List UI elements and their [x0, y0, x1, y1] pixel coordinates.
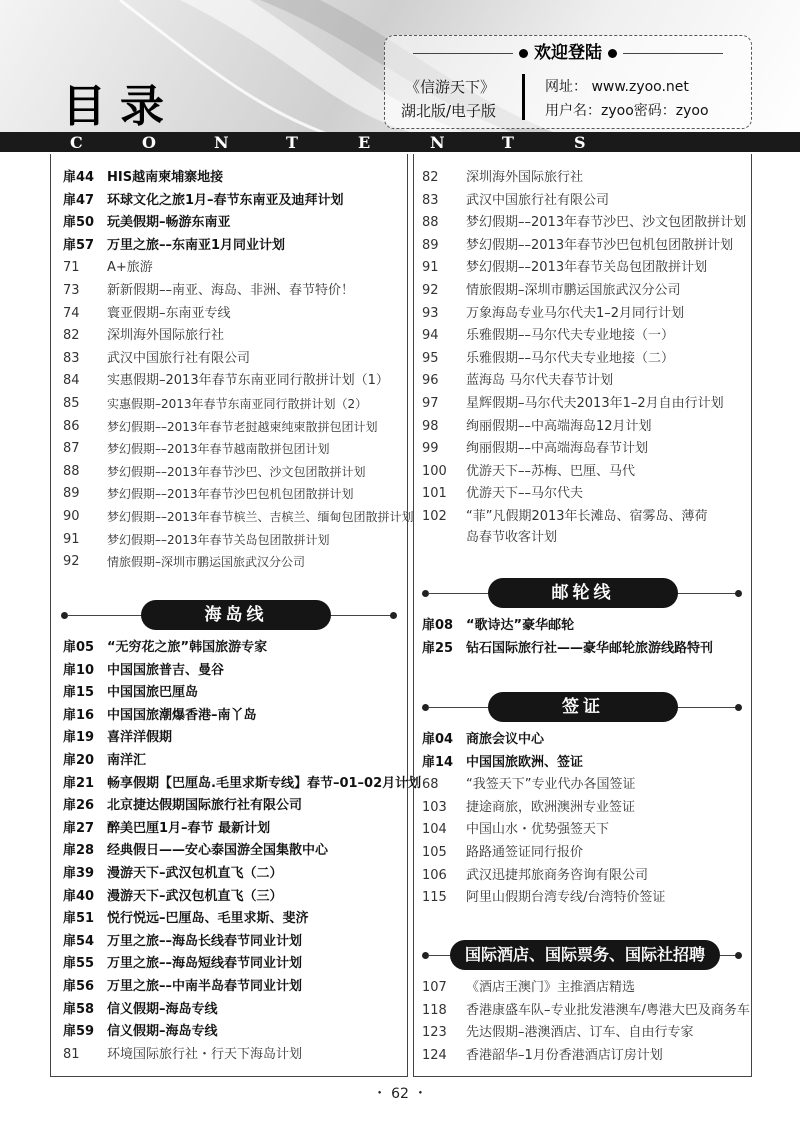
item-text: 星辉假期–马尔代夫2013年1–2月自由行计划: [466, 396, 724, 411]
item-page: 扉27: [63, 820, 95, 836]
item-page: 95: [422, 350, 439, 366]
item-text: A+旅游: [107, 260, 153, 276]
contents-bar: [0, 132, 800, 152]
item-page: 扉28: [63, 843, 95, 859]
item-page: 91: [422, 260, 439, 276]
section-title-visa: 签证: [488, 692, 678, 722]
item-page: 94: [422, 328, 439, 344]
item-page: 101: [422, 486, 447, 502]
item-page: 扉15: [63, 685, 95, 701]
item-page: 扉40: [63, 888, 95, 904]
item-text: 岛春节收客计划: [466, 530, 558, 545]
item-text: 中国国旅普吉、曼谷: [107, 662, 225, 678]
magazine-edition: 湖北版/电子版: [401, 102, 497, 120]
contents-letter: E: [358, 133, 371, 152]
item-page: 93: [422, 305, 439, 321]
item-page: 扉25: [422, 640, 454, 656]
item-text: 悦行悦远–巴厘岛、毛里求斯、斐济: [107, 911, 309, 927]
item-page: 105: [422, 845, 447, 860]
item-text: 漫游天下–武汉包机直飞（三）: [107, 888, 283, 904]
item-text: 商旅会议中心: [466, 732, 545, 747]
item-text: 《酒店王澳门》主推酒店精选: [466, 980, 636, 995]
item-text: 深圳海外国际旅行社: [107, 328, 225, 344]
item-text: 优游天下––马尔代夫: [466, 486, 584, 502]
item-text: 先达假期–港澳酒店、订车、自由行专家: [466, 1025, 694, 1041]
login-title-text: 欢迎登陆: [534, 43, 602, 63]
section-title-hotel: 国际酒店、国际票务、国际社招聘: [450, 940, 720, 970]
contents-letter: N: [430, 133, 445, 152]
item-page: 123: [422, 1025, 447, 1041]
item-text: 武汉中国旅行社有限公司: [466, 192, 610, 208]
item-text: 万里之旅––东南亚1月同业计划: [107, 237, 286, 253]
item-page: 86: [63, 418, 80, 434]
item-text: 玩美假期–畅游东南亚: [107, 215, 231, 231]
item-page: 88: [422, 215, 439, 231]
item-page: 扉26: [63, 798, 95, 814]
item-text: 梦幻假期––2013年春节沙巴包机包团散拼计划: [466, 237, 734, 253]
item-text: 中国国旅潮爆香港–南丫岛: [107, 707, 257, 723]
bullet-icon: [519, 49, 528, 58]
item-page: 100: [422, 463, 447, 479]
item-page: 扉05: [63, 640, 95, 655]
section-header-visa: [422, 692, 742, 722]
section-header-cruise: [422, 578, 742, 608]
item-page: 107: [422, 980, 447, 995]
divider: [623, 53, 723, 54]
contents-letter: S: [574, 133, 586, 152]
bullet-icon: [608, 49, 617, 58]
item-text: 万里之旅––中南半岛春节同业计划: [107, 979, 303, 994]
item-page: 扉08: [422, 618, 454, 633]
divider: [413, 53, 513, 54]
contents-letter: T: [502, 133, 514, 152]
item-text: 畅享假期【巴厘岛.毛里求斯专线】春节–01–02月计划: [107, 775, 422, 791]
item-text: 实惠假期–2013年春节东南亚同行散拼计划（2）: [107, 397, 368, 411]
item-text: 中国山水・优势强签天下: [466, 822, 610, 838]
item-page: 104: [422, 822, 447, 838]
item-page: 88: [63, 463, 80, 479]
item-page: 扉19: [63, 730, 95, 746]
item-text: 蓝海岛 马尔代夫春节计划: [466, 373, 614, 389]
item-page: 124: [422, 1047, 447, 1063]
page-title: 目录: [62, 81, 178, 132]
item-page: 81: [63, 1046, 80, 1062]
item-text: 情旅假期–深圳市鹏运国旅武汉分公司: [466, 283, 681, 298]
item-text: 环境国际旅行社・行天下海岛计划: [107, 1046, 303, 1062]
item-text: 新新假期––南亚、海岛、非洲、春节特价！: [107, 283, 355, 298]
item-page: 扉04: [422, 732, 454, 747]
item-page: 扉21: [63, 775, 95, 791]
item-text: 南洋汇: [107, 753, 147, 768]
item-page: 97: [422, 396, 439, 411]
section-header-hotel: [422, 940, 742, 970]
item-text: 香港康盛车队–专业批发港澳车/粤港大巴及商务车: [466, 1002, 750, 1018]
item-text: 绚丽假期––中高端海岛春节计划: [466, 441, 649, 457]
item-text: 北京捷达假期国际旅行社有限公司: [107, 798, 303, 814]
item-page: 扉20: [63, 753, 95, 768]
item-page: 89: [63, 486, 80, 502]
item-text: 梦幻假期––2013年春节沙巴、沙文包团散拼计划: [107, 464, 366, 479]
item-page: 83: [422, 192, 439, 208]
vertical-divider: [522, 74, 525, 120]
item-text: 万象海岛专业马尔代夫1–2月同行计划: [466, 305, 685, 321]
item-text: 梦幻假期––2013年春节关岛包团散拼计划: [107, 532, 330, 547]
item-text: 乐雅假期––马尔代夫专业地接（二）: [466, 350, 675, 366]
contents-letter: C: [70, 133, 83, 152]
item-page: 115: [422, 890, 447, 906]
contents-letter: N: [214, 133, 229, 152]
item-page: 扉44: [63, 170, 95, 185]
item-page: 103: [422, 799, 447, 815]
item-text: 万里之旅––海岛长线春节同业计划: [107, 933, 303, 949]
login-title: [385, 38, 751, 63]
item-page: 96: [422, 373, 439, 389]
item-text: 乐雅假期––马尔代夫专业地接（一）: [466, 328, 675, 344]
item-text: 钻石国际旅行社——豪华邮轮旅游线路特刊: [466, 640, 714, 656]
item-page: 82: [63, 328, 80, 344]
item-page: 99: [422, 441, 439, 457]
item-text: HIS越南柬埔寨地接: [107, 170, 224, 185]
item-text: 醉美巴厘1月–春节 最新计划: [107, 820, 271, 836]
item-text: 寰亚假期–东南亚专线: [107, 305, 231, 321]
item-text: 捷途商旅，欧洲澳洲专业签证: [466, 799, 636, 815]
item-page: 91: [63, 531, 80, 547]
item-text: 喜洋洋假期: [107, 730, 173, 746]
item-page: 扉50: [63, 215, 95, 231]
item-text: “菲”凡假期2013年长滩岛、宿雾岛、薄荷: [466, 509, 708, 524]
item-text: 梦幻假期––2013年春节老挝越柬纯柬散拼包团计划: [107, 419, 378, 434]
item-page: 90: [63, 509, 80, 524]
item-page: 扉16: [63, 707, 95, 723]
item-page: 85: [63, 396, 80, 411]
item-text: 信义假期–海岛专线: [107, 1024, 218, 1040]
item-page: 83: [63, 350, 80, 366]
item-page: 71: [63, 260, 80, 276]
item-text: 梦幻假期––2013年春节沙巴、沙文包团散拼计划: [466, 215, 747, 231]
login-box: [384, 35, 752, 129]
item-page: 扉56: [63, 979, 95, 994]
item-text: 经典假日——安心泰国游全国集散中心: [107, 843, 329, 859]
right-column: [413, 154, 752, 1077]
item-text: 优游天下––苏梅、巴厘、马代: [466, 463, 636, 479]
item-page: 74: [63, 305, 80, 321]
item-page: 扉55: [63, 956, 95, 972]
item-text: 信义假期–海岛专线: [107, 1001, 218, 1017]
item-text: 香港韶华–1月份香港酒店订房计划: [466, 1047, 663, 1063]
item-page: 扉59: [63, 1024, 95, 1040]
login-credentials: 用户名：zyoo密码：zyoo: [545, 103, 709, 119]
item-page: 扉39: [63, 866, 95, 881]
item-text: “我签天下”专业代办各国签证: [466, 777, 636, 793]
item-text: 武汉中国旅行社有限公司: [107, 350, 251, 366]
item-text: 漫游天下–武汉包机直飞（二）: [107, 866, 283, 881]
item-page: 84: [63, 373, 80, 389]
item-page: 98: [422, 418, 439, 434]
item-page: 82: [422, 170, 439, 185]
page-number: ・ 62 ・: [372, 1086, 428, 1102]
item-text: 梦幻假期––2013年春节越南散拼包团计划: [107, 442, 330, 457]
contents-letter: T: [286, 133, 298, 152]
item-page: 扉54: [63, 933, 95, 949]
item-text: 武汉迅捷邦旅商务咨询有限公司: [466, 867, 649, 883]
item-text: 阿里山假期台湾专线/台湾特价签证: [466, 890, 666, 906]
item-text: 环球文化之旅1月–春节东南亚及迪拜计划: [107, 192, 344, 208]
item-page: 92: [63, 554, 80, 570]
item-page: 106: [422, 867, 447, 883]
item-text: 梦幻假期––2013年春节槟兰、吉槟兰、缅甸包团散拼计划: [107, 510, 414, 524]
item-page: 扉14: [422, 754, 454, 770]
website-link[interactable]: 网址： www.zyoo.net: [545, 79, 689, 95]
item-page: 扉58: [63, 1001, 95, 1017]
item-text: 绚丽假期––中高端海岛12月计划: [466, 418, 652, 434]
item-page: 68: [422, 777, 439, 793]
section-header-islands: [61, 600, 397, 630]
item-text: 路路通签证同行报价: [466, 845, 584, 860]
item-page: 92: [422, 283, 439, 298]
item-page: 102: [422, 509, 447, 524]
item-text: “歌诗达”豪华邮轮: [466, 618, 575, 633]
item-text: 中国国旅巴厘岛: [107, 685, 199, 701]
item-text: 深圳海外国际旅行社: [466, 170, 584, 185]
item-page: 87: [63, 441, 80, 457]
item-text: 实惠假期–2013年春节东南亚同行散拼计划（1）: [107, 373, 389, 389]
item-page: 扉51: [63, 911, 95, 927]
item-text: 梦幻假期––2013年春节沙巴包机包团散拼计划: [107, 487, 354, 502]
magazine-name: 《信游天下》: [405, 78, 496, 96]
left-column: [50, 154, 422, 1077]
item-text: 情旅假期–深圳市鹏运国旅武汉分公司: [107, 555, 306, 570]
item-text: 万里之旅––海岛短线春节同业计划: [107, 956, 303, 972]
section-title-islands: 海岛线: [141, 600, 331, 630]
item-page: 扉57: [63, 237, 95, 253]
item-text: 梦幻假期––2013年春节关岛包团散拼计划: [466, 260, 708, 276]
item-text: “无穷花之旅”韩国旅游专家: [107, 640, 268, 655]
section-title-cruise: 邮轮线: [488, 578, 678, 608]
item-page: 89: [422, 237, 439, 253]
item-page: 118: [422, 1002, 447, 1018]
item-page: 扉10: [63, 662, 95, 678]
contents-letter: O: [142, 133, 156, 152]
item-page: 扉47: [63, 192, 95, 208]
item-page: 73: [63, 283, 80, 298]
item-text: 中国国旅欧洲、签证: [466, 754, 584, 770]
